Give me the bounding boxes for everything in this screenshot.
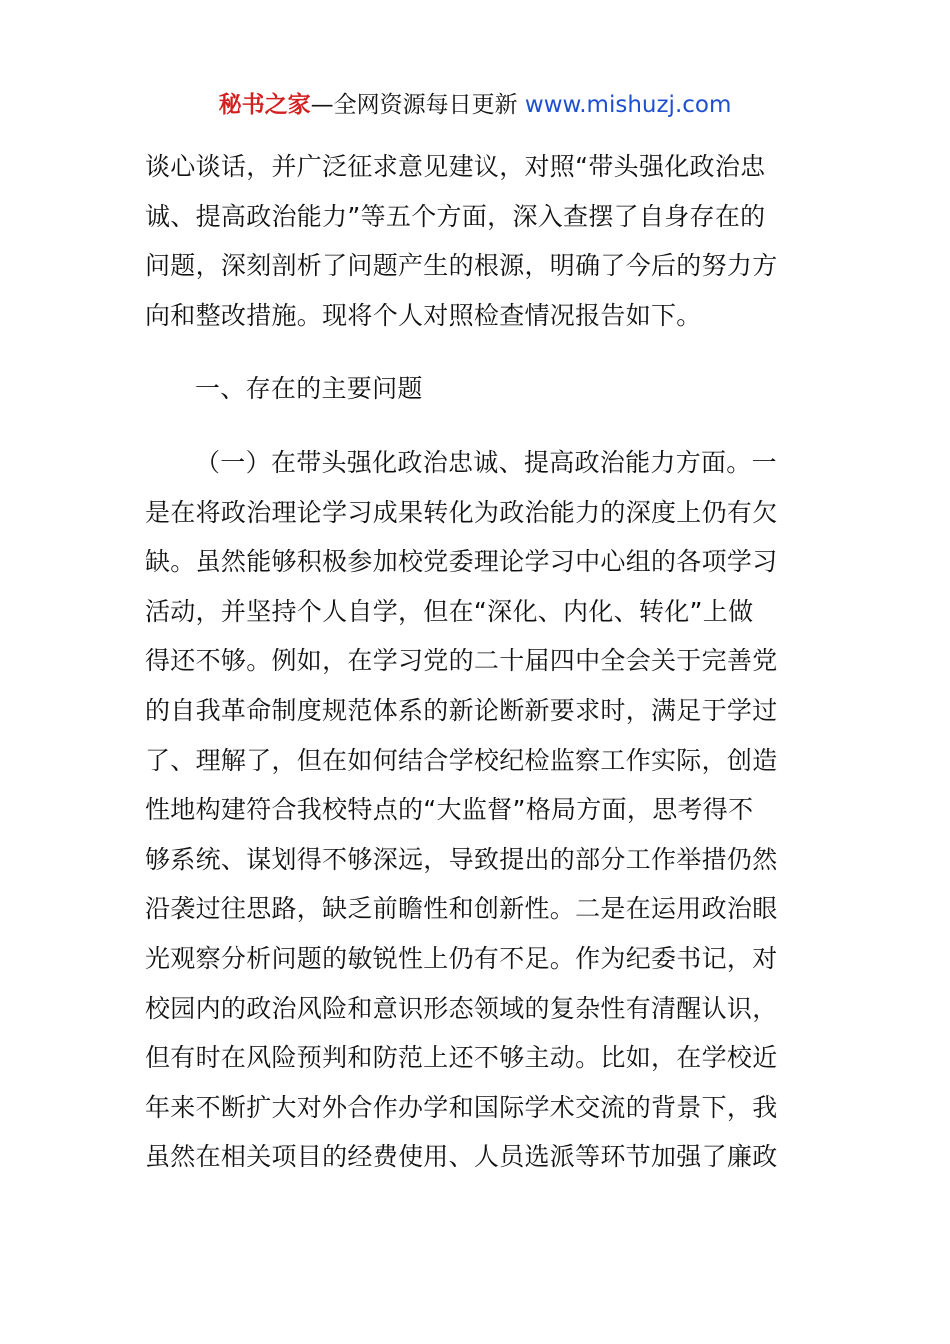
paragraph-spacer <box>145 414 815 438</box>
text-line: 缺。虽然能够积极参加校党委理论学习中心组的各项学习 <box>145 547 778 577</box>
text-line: 光观察分析问题的敏锐性上仍有不足。作为纪委书记，对 <box>145 943 778 973</box>
text-line: 诚、提高政治能力”等五个方面，深入查摆了自身存在的 <box>145 201 766 231</box>
text-line: 够系统、谋划得不够深远，导致提出的部分工作举措仍然 <box>145 844 778 874</box>
paragraph-spacer <box>145 340 815 364</box>
text-line: 是在将政治理论学习成果转化为政治能力的深度上仍有欠 <box>145 497 778 527</box>
text-line: 的自我革命制度规范体系的新论断新要求时，满足于学过 <box>145 695 778 725</box>
text-line: 活动，并坚持个人自学，但在“深化、内化、转化”上做 <box>145 596 754 626</box>
text-line: 虽然在相关项目的经费使用、人员选派等环节加强了廉政 <box>145 1142 778 1172</box>
text-line: 了、理解了，但在如何结合学校纪检监察工作实际，创造 <box>145 745 778 775</box>
document-body <box>145 142 815 1182</box>
text-line: 性地构建符合我校特点的“大监督”格局方面，思考得不 <box>145 795 754 825</box>
site-url-link[interactable]: www.mishuzj.com <box>524 92 732 118</box>
site-tagline: —全网资源每日更新 <box>310 92 525 118</box>
text-line: 得还不够。例如，在学习党的二十届四中全会关于完善党 <box>145 646 778 676</box>
paragraph-one <box>145 438 815 1182</box>
text-line: （一）在带头强化政治忠诚、提高政治能力方面。一 <box>195 447 777 477</box>
text-line: 向和整改措施。现将个人对照检查情况报告如下。 <box>145 300 702 330</box>
text-line: 校园内的政治风险和意识形态领域的复杂性有清醒认识， <box>145 993 778 1023</box>
text-line: 年来不断扩大对外合作办学和国际学术交流的背景下，我 <box>145 1092 778 1122</box>
text-line: 谈心谈话，并广泛征求意见建议，对照“带头强化政治忠 <box>145 152 766 181</box>
site-header <box>0 88 950 122</box>
paragraph-intro <box>145 142 815 340</box>
section-heading: 一、存在的主要问题 <box>195 374 423 404</box>
text-line: 沿袭过往思路，缺乏前瞻性和创新性。二是在运用政治眼 <box>145 894 778 924</box>
text-line: 问题，深刻剖析了问题产生的根源，明确了今后的努力方 <box>145 251 778 281</box>
text-line: 但有时在风险预判和防范上还不够主动。比如，在学校近 <box>145 1043 778 1073</box>
site-brand: 秘书之家 <box>218 92 311 118</box>
